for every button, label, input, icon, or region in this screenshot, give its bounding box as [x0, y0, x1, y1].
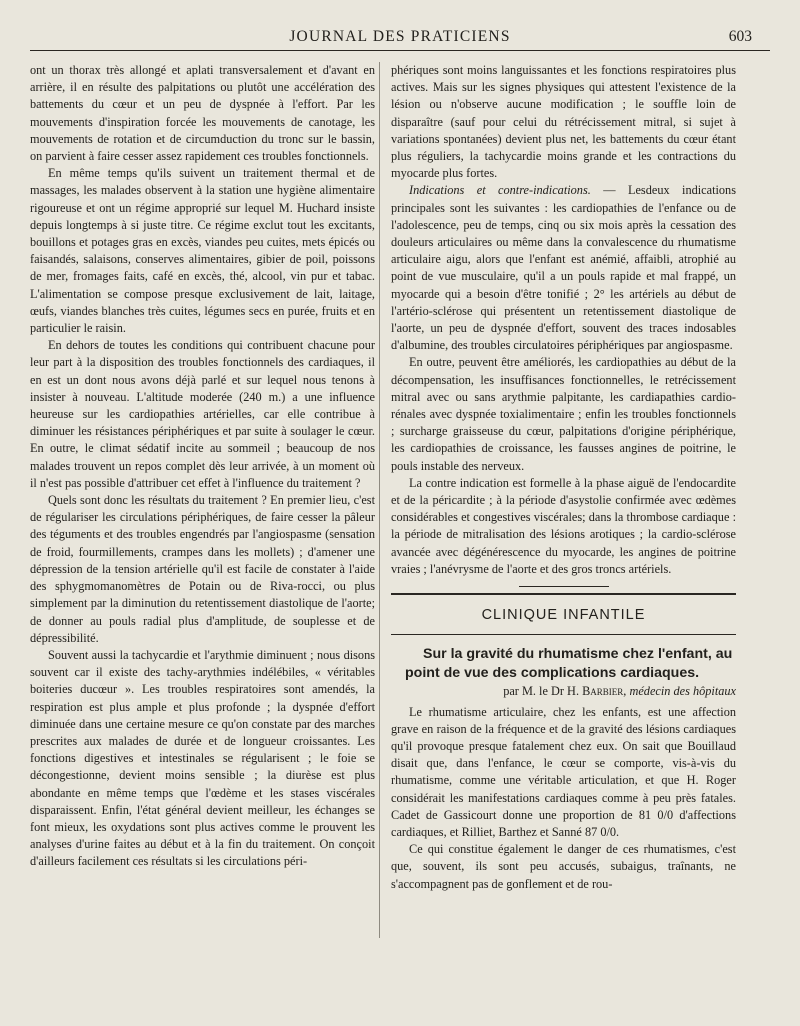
byline-author: Barbier,: [582, 684, 627, 699]
section-heading: CLINIQUE INFANTILE: [481, 607, 646, 624]
paragraph: La contre indication est formelle à la phase aiguë de l'endocardite et de la péricardite ; à la période d'asystolie confirmée avec œdèmes considérables et congestives viscérales; dans la thrombose cardiaque : la période de mitralisation des lésions arotiques ; la cardio-sclérose avancée avec dégénérescence du myocarde, les angines de poitrine vraies ; l'anévrysme de l'aorte et des gros troncs artériels.: [391, 475, 736, 576]
byline: [391, 683, 736, 700]
byline-role: médecin des hôpitaux: [629, 684, 736, 699]
paragraph: Quels sont donc les résultats du traitement ? En premier lieu, c'est de régulariser les circulations périphériques, de faire cesser la pâleur des téguments et des troubles engendrés par l'angiospasme (sensation de froid, fourmillements, crampes dans les mollets) ; d'amener une dépression de la tension artérielle qu'il est facile de constater à l'aide des sphygmomanomètres de Potain ou de Riva-rocci, ou plus simplement par la diminution du retentissement diastolique de l'aorte; de donner au pouls radial plus d'amplitude, de souplesse et de dépressibilité.: [30, 493, 375, 645]
paragraph: En outre, peuvent être améliorés, les cardiopathies au début de la décompensation, les insuffisances fonctionnelles, le retrécissement mitral avec ou sans arythmie palpitante, les cardiapathies cardio-rénales avec dyspnée toxialimentaire ; enfin les troubles fonctionnels ; surcharge graisseuse du cœur, palpitations d'origine périphérique, les cardiopathies de croissance, les fausses angines de poitrine, le pouls instable des nerveux.: [391, 355, 736, 473]
right-column: [391, 62, 736, 893]
byline-prefix: par M. le Dr H.: [503, 684, 580, 699]
paragraph-body: — Lesdeux indications principales sont les suivantes : les cardiopathies de l'enfance ou de l'adolescence, peu de temps, cinq ou six mois après la cessation des douleurs articulaires ou même dans la convalescence du rhumatisme articulaire aigu, alors que l'enfant est anémié, affaibli, atrophié au point de vue musculaire, qu'il a un pouls rapide et mal frappé, un myocarde qui a besoin d'être tonifié ; 2° les artériels au début de l'artério-sclérose qui présentent un retentissement diastolique de l'aorte, un peu de dyspnée d'effort, souvent des traces indosables d'albumine, des troubles circulatoires périphériques par angiospasme.: [391, 183, 736, 353]
article-title: Sur la gravité du rhumatisme chez l'enfant, au point de vue des complications cardiaques.: [405, 646, 733, 682]
paragraph: En dehors de toutes les conditions qui contribuent chacune pour leur part à la disposition des troubles fonctionnels des cardiaques, il en est un dont nous avons déjà parlé et sur lequel nous tenons à insister à nouveau. L'altitude moderée (240 m.) a une influence heureuse sur les cardiopathies artérielles, car elle contribue à diminuer les résistances périphériques et par suite à soulager le cœur. En outre, le climat sédatif incite au sommeil ; beaucoup de nos malades trouvent un repos complet dès leur arrivée, à un moment où il n'est pas possible d'attribuer cet effet à l'influence du traitement ?: [30, 338, 375, 490]
paragraph: En même temps qu'ils suivent un traitement thermal et de massages, les malades observent à la station une hygiène alimentaire rigoureuse et ont un régime approprié sur lequel M. Huchard insiste depuis longtemps à si juste titre. Ce régime exclut tout les excitants, bouillons et potages gras en excès, viandes peu cuites, mets épicés ou faisandés, salaisons, conserves alimentaires, gibier de poil, poissons de mer, fromages faits, café en excès, thé, alcool, vin pur et tabac. L'alimentation se compose presque exclusivement de lait, laitage, œufs, viandes blanches très cuites, légumes secs en purée, fruits et en particulier le raisin.: [30, 166, 375, 336]
left-column: [30, 62, 375, 871]
section-rule-bottom: [391, 634, 736, 635]
article-end-rule: [519, 586, 609, 587]
journal-title: JOURNAL DES PRATICIENS: [289, 28, 511, 45]
paragraph: Le rhumatisme articulaire, chez les enfants, est une affection grave en raison de la fréquence et de la gravité des lésions cardiaques qu'il provoque presque fatalement chez eux. On sait que Bouillaud disait que, dans l'enfance, le cœur se comporte, vis-à-vis du rhumatisme, comme une véritable articulation, et que H. Roger considérait les manifestations cardiaques comme à peu près fatales. Cadet de Gassicourt donne une proportion de 81 0/0 d'affections cardiaques, et Rilliet, Barthez et Sanné 87 0/0.: [391, 704, 736, 839]
paragraph: Souvent aussi la tachycardie et l'arythmie diminuent ; nous disons souvent car il existe des tachy-arythmies indélébiles, « véritables boiteries ducœur ». Les troubles respiratoires sont amendés, la respiration est plus ample et plus profonde ; la dyspnée d'effort diminuée dans une certaine mesure ce qu'on constate par des marches prescrites aux malades de durée et de longueur croissantes. Les fonctions digestives et intestinales se régularisent ; le foie se décongestionne, devient moins sensible ; la diurèse est plus abondante en même temps que l'œdème et les stases viscérales disparaissent. Enfin, l'état général devient meilleur, les échanges se font mieux, les oxydations sont plus actives comme le prouvent les analyses d'urine faites au début et à la fin du traitement. On conçoit d'ailleurs facilement ces résultats si les circulations péri-: [30, 647, 375, 869]
page-number: 603: [728, 28, 752, 45]
column-divider: [379, 62, 380, 938]
paragraph: ont un thorax très allongé et aplati transversalement et d'avant en arrière, il en résulte des palpitations ou plutôt une accélération des battements du cœur et un peu de dyspnée à l'effort. Par les mouvements d'inspiration forcée les mouvements de canotage, les mouvements de rotation et de circumduction du tronc sur le bassin, on parvient à faire cesser assez rapidement ces troubles fonctionnels.: [30, 63, 375, 164]
paragraph-lead: Indications et contre-indications.: [409, 183, 591, 198]
paragraph: Ce qui constitue également le danger de ces rhumatismes, c'est que, souvent, ils sont peu accusés, subaigus, traînants, ne s'accompagnent pas de gonflement et de rou-: [391, 842, 736, 891]
paragraph: [391, 182, 736, 354]
paragraph: phériques sont moins languissantes et les fonctions respiratoires plus actives. Mais sur les signes physiques qui attestent l'existence de la lésion ou n'observe aucune modification ; le souffle loin de disparaître (sauf pour celui du rétrécissement mitral, si sujet à variations spontanées) devient plus net, les battements du cœur étant plus réguliers, la tachycardie moins grande et les contractions du myocarde plus fortes.: [391, 63, 736, 181]
running-header: [30, 28, 770, 51]
